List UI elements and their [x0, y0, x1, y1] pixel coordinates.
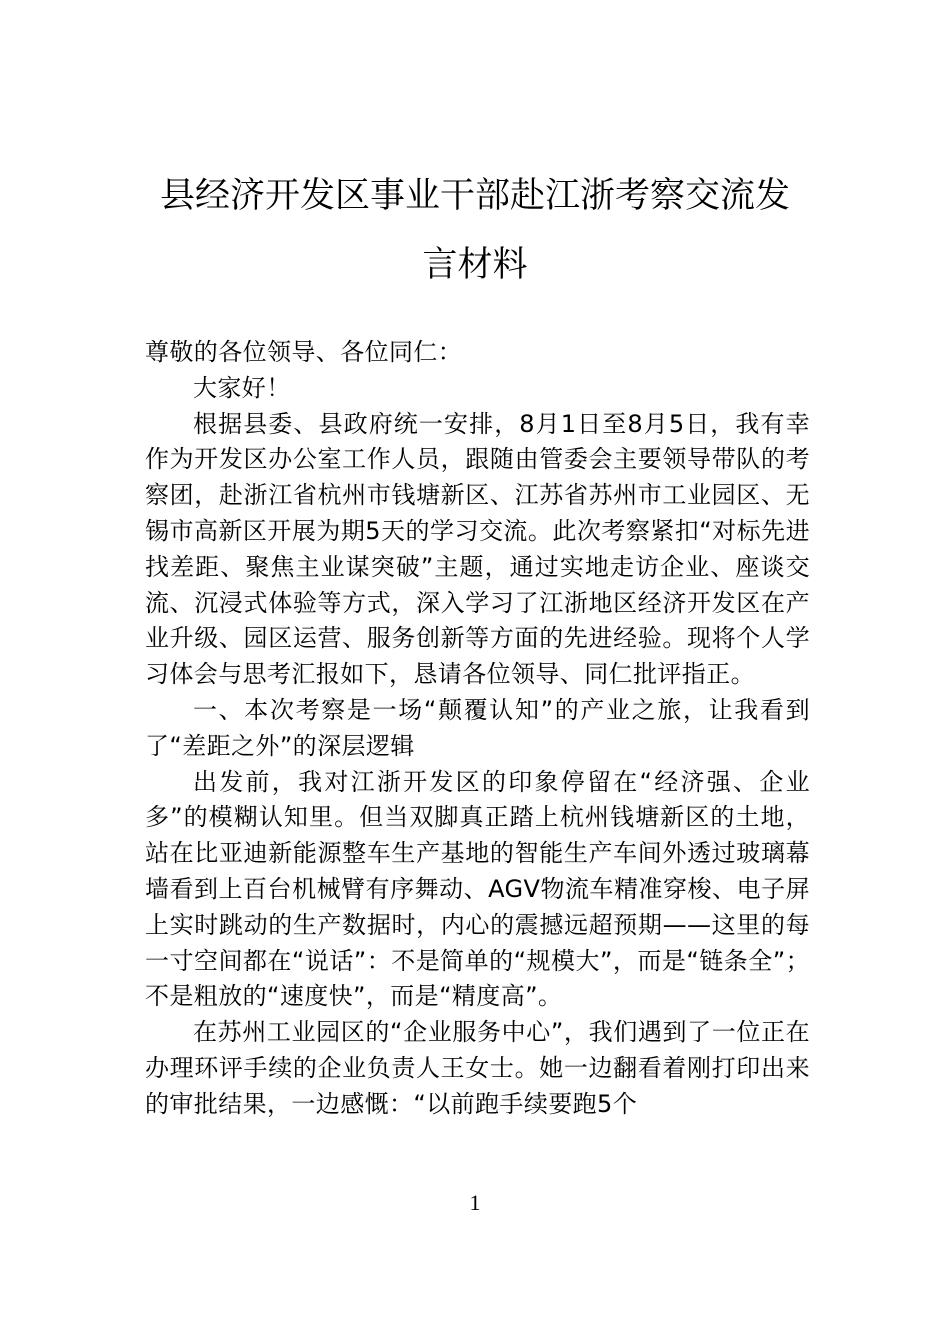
- body-paragraph: 出发前，我对江浙开发区的印象停留在“经济强、企业多”的模糊认知里。但当双脚真正踏上杭州钱塘新区的土地，站在比亚迪新能源整车生产基地的智能生产车间外透过玻璃幕墙看到上百台机械臂有序舞动、AGV物流车精准穿梭、电子屏上实时跳动的生产数据时，内心的震撼远超预期——这里的每一寸空间都在“说话”：不是简单的“规模大”，而是“链条全”；不是粗放的“速度快”，而是“精度高”。: [145, 767, 810, 1011]
- document-title-line-2: 言材料: [422, 245, 528, 285]
- section-heading-1: 一、本次考察是一场“颠覆认知”的产业之旅，让我看到了“差距之外”的深层逻辑: [145, 695, 810, 760]
- document-body: [145, 335, 810, 1123]
- intro-paragraph: 根据县委、县政府统一安排，8月1日至8月5日，我有幸作为开发区办公室工作人员，跟随由管委会主要领导带队的考察团，赴浙江省杭州市钱塘新区、江苏省苏州市工业园区、无锡市高新区开展为期5天的学习交流。此次考察紧扣“对标先进找差距、聚焦主业谋突破”主题，通过实地走访企业、座谈交流、沉浸式体验等方式，深入学习了江浙地区经济开发区在产业升级、园区运营、服务创新等方面的先进经验。现将个人学习体会与思考汇报如下，恳请各位领导、同仁批评指正。: [145, 409, 810, 689]
- page-number: 1: [469, 1190, 481, 1215]
- salutation: 尊敬的各位领导、各位同仁：: [145, 338, 463, 366]
- body-paragraph: 在苏州工业园区的“企业服务中心”，我们遇到了一位正在办理环评手续的企业负责人王女士。她一边翻看着刚打印出来的审批结果，一边感慨：“以前跑手续要跑5个: [145, 1018, 810, 1118]
- greeting-paragraph: 大家好！: [193, 373, 291, 402]
- document-title-line-1: 县经济开发区事业干部赴江浙考察交流发: [159, 176, 790, 216]
